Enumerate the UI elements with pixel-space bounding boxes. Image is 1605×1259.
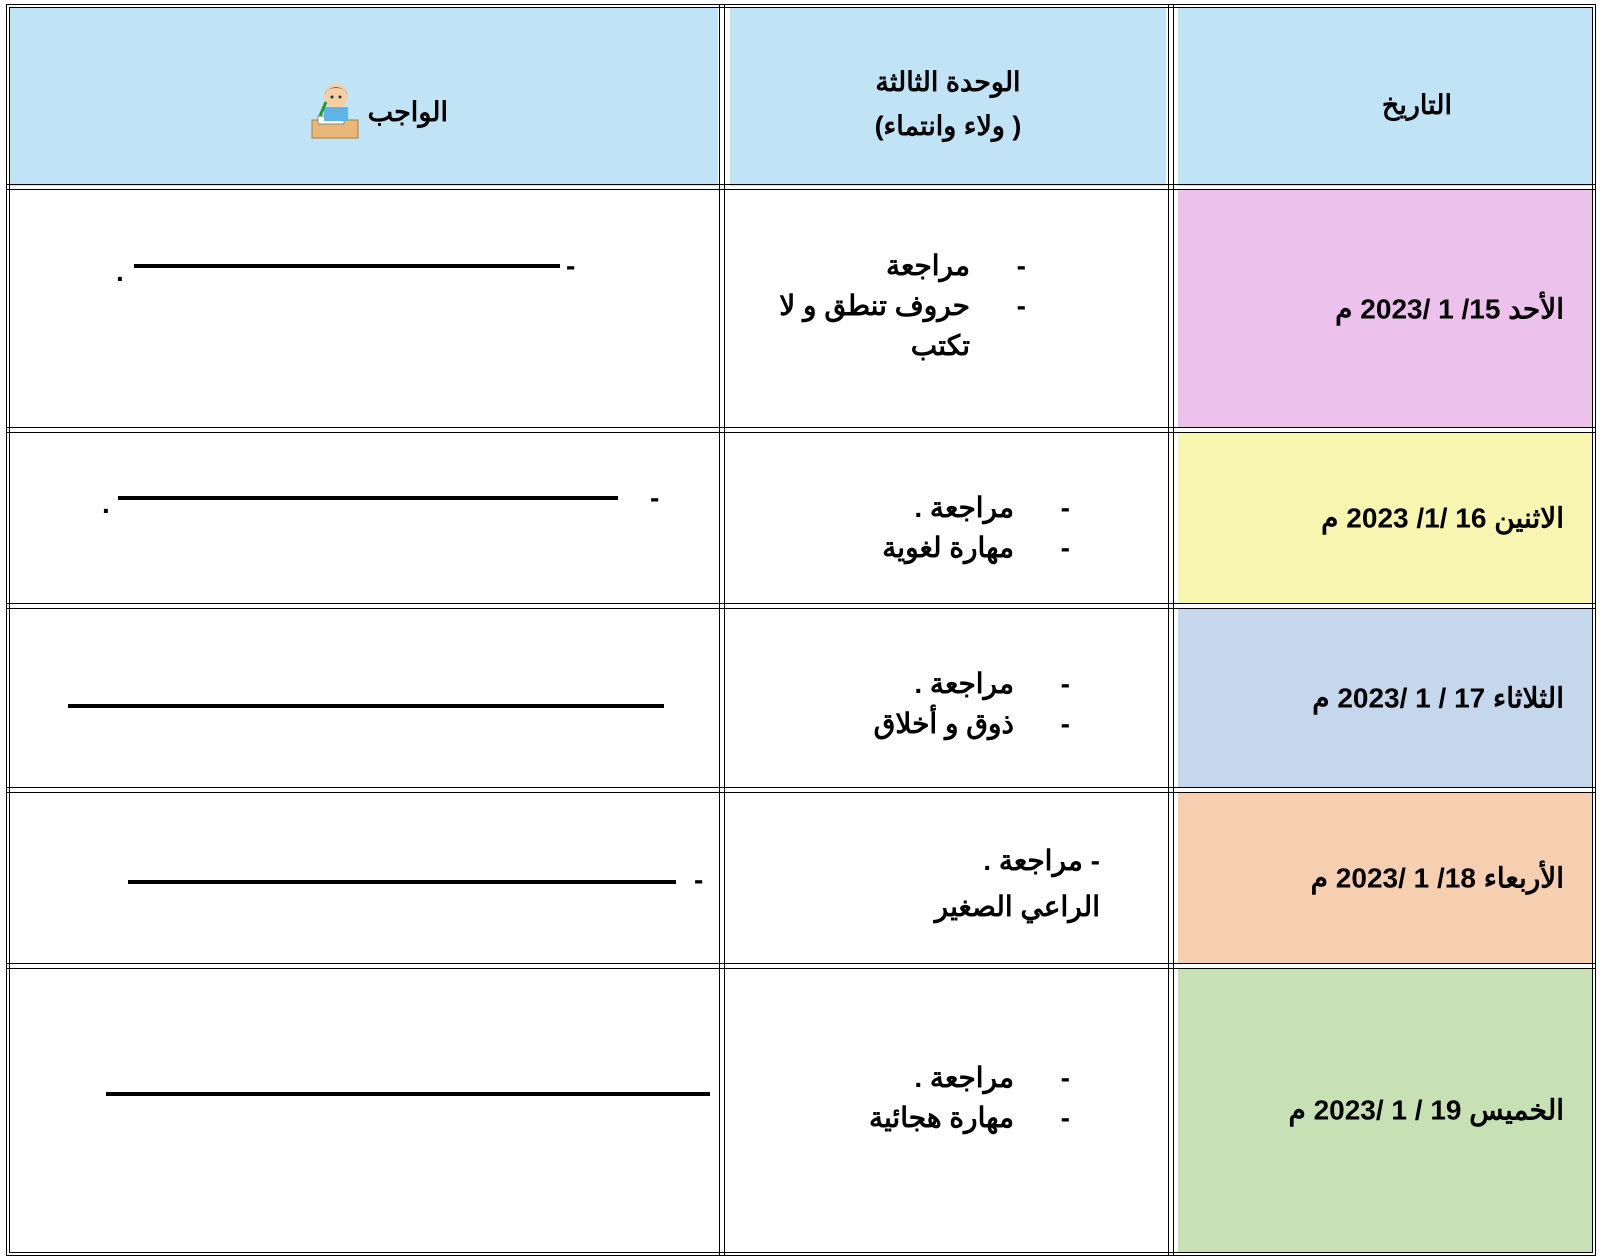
- lesson-text: مراجعة .: [914, 1062, 1014, 1093]
- date-cell: [1178, 432, 1592, 604]
- lesson-list: [935, 838, 1100, 930]
- lesson-cell: [730, 190, 1166, 428]
- homework-cell: [10, 432, 718, 604]
- homework-blank-line: [68, 704, 664, 708]
- date-text: الاثنين 16 /1/ 2023 م: [1321, 502, 1564, 534]
- bullet-dash: -: [1060, 1062, 1070, 1093]
- list-item: [869, 1058, 1070, 1098]
- lesson-text: مهارة لغوية: [882, 532, 1014, 563]
- homework-dash: -: [650, 482, 660, 513]
- homework-cell: [10, 792, 718, 964]
- date-text: الثلاثاء 17 / 1 /2023 م: [1312, 682, 1564, 714]
- lesson-text: مراجعة .: [914, 668, 1014, 699]
- list-item: الراعي الصغير: [934, 891, 1100, 922]
- homework-cell: [10, 968, 718, 1252]
- date-cell: [1178, 968, 1592, 1252]
- bullet-dash: -: [1060, 1102, 1070, 1133]
- bullet-dash: -: [1060, 532, 1070, 563]
- lesson-text: تكتب: [910, 330, 970, 361]
- date-cell: [1178, 792, 1592, 964]
- header-unit-subtitle: ( ولاء وانتماء): [874, 111, 1022, 141]
- homework-cell: [10, 608, 718, 788]
- lesson-cell: [730, 432, 1166, 604]
- header-date-label: التاريخ: [1381, 90, 1452, 120]
- list-item: - مراجعة .: [983, 845, 1100, 876]
- lesson-list: [882, 488, 1070, 568]
- row-divider: [6, 787, 1596, 793]
- lesson-list: [779, 246, 1026, 366]
- header-date-cell: [1178, 8, 1592, 186]
- date-text: الأربعاء 18/ 1 /2023 م: [1310, 862, 1564, 894]
- bullet-dash: -: [1016, 250, 1026, 281]
- lesson-list: [874, 664, 1070, 744]
- list-item: [779, 286, 1026, 326]
- bullet-dash: -: [1016, 290, 1026, 321]
- homework-blank-line: [134, 264, 560, 268]
- lesson-cell: [730, 968, 1166, 1252]
- row-divider: [6, 603, 1596, 609]
- date-cell: [1178, 190, 1592, 428]
- student-writing-icon: [310, 80, 360, 145]
- homework-blank-line: [106, 1092, 710, 1096]
- row-divider: [6, 184, 1596, 190]
- list-item: [779, 326, 1026, 366]
- homework-blank-line: [118, 496, 618, 500]
- bullet-dash: -: [1060, 668, 1070, 699]
- lesson-list: [869, 1058, 1070, 1138]
- bullet-dash: -: [1060, 492, 1070, 523]
- homework-dash: -: [694, 864, 704, 895]
- lesson-text: ذوق و أخلاق: [873, 708, 1014, 739]
- header-unit-cell: [730, 8, 1166, 186]
- list-item: [874, 704, 1070, 744]
- list-item: [779, 246, 1026, 286]
- header-unit-title: الوحدة الثالثة: [875, 67, 1021, 97]
- date-text: الأحد 15/ 1 /2023 م: [1335, 293, 1564, 325]
- date-text: الخميس 19 / 1 /2023 م: [1288, 1094, 1564, 1126]
- lesson-cell: [730, 792, 1166, 964]
- list-item: [869, 1098, 1070, 1138]
- list-item: [874, 664, 1070, 704]
- date-cell: [1178, 608, 1592, 788]
- homework-period: .: [102, 488, 110, 519]
- lesson-text: مهارة هجائية: [868, 1102, 1014, 1133]
- lesson-text: حروف تنطق و لا: [779, 290, 970, 321]
- list-item: [882, 528, 1070, 568]
- lesson-cell: [730, 608, 1166, 788]
- bullet-dash: -: [1060, 708, 1070, 739]
- lesson-text: مراجعة .: [914, 492, 1014, 523]
- column-divider: [719, 4, 725, 1256]
- homework-period: .: [116, 256, 124, 287]
- header-homework-label: الواجب: [367, 97, 448, 127]
- column-divider: [1168, 4, 1174, 1256]
- row-divider: [6, 963, 1596, 969]
- homework-cell: [10, 190, 718, 428]
- homework-dash: -: [566, 250, 576, 281]
- homework-blank-line: [128, 880, 676, 884]
- lesson-text: مراجعة: [885, 250, 970, 281]
- row-divider: [6, 427, 1596, 433]
- list-item: [882, 488, 1070, 528]
- header-homework-cell: [10, 8, 718, 186]
